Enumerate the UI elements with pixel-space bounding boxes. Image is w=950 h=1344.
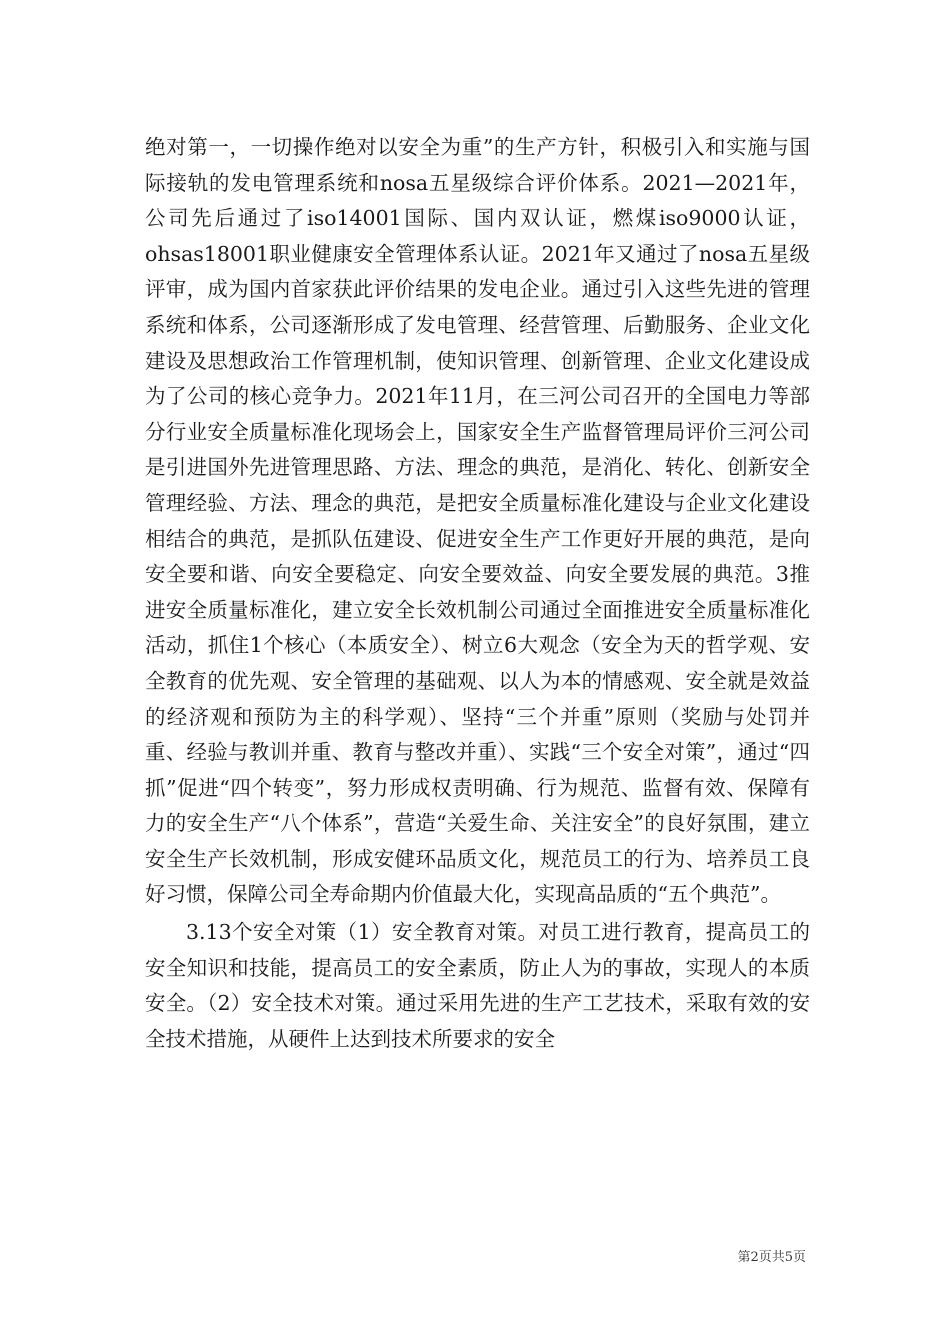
page-number-footer: 第2页共5页: [737, 1250, 806, 1265]
document-body: [145, 130, 810, 1057]
paragraph-2: 3.13个安全对策（1）安全教育对策。对员工进行教育，提高员工的安全知识和技能，提高员工的安全素质，防止人为的事故，实现人的本质安全。（2）安全技术对策。通过采用先进的生产工艺技术，采取有效的安全技术措施，从硬件上达到技术所要求的安全: [145, 920, 810, 1051]
paragraph-1: 绝对第一，一切操作绝对以安全为重”的生产方针，积极引入和实施与国际接轨的发电管理系统和nosa五星级综合评价体系。2021—2021年，公司先后通过了iso14001国际、国内双认证，燃煤iso9000认证，ohsas18001职业健康安全管理体系认证。2021年又通过了nosa五星级评审，成为国内首家获此评价结果的发电企业。通过引入这些先进的管理系统和体系，公司逐渐形成了发电管理、经营管理、后勤服务、企业文化建设及思想政治工作管理机制，使知识管理、创新管理、企业文化建设成为了公司的核心竞争力。2021年11月，在三河公司召开的全国电力等部分行业安全质量标准化现场会上，国家安全生产监督管理局评价三河公司是引进国外先进管理思路、方法、理念的典范，是消化、转化、创新安全管理经验、方法、理念的典范，是把安全质量标准化建设与企业文化建设相结合的典范，是抓队伍建设、促进安全生产工作更好开展的典范，是向安全要和谐、向安全要稳定、向安全要效益、向安全要发展的典范。3推进安全质量标准化，建立安全长效机制公司通过全面推进安全质量标准化活动，抓住1个核心（本质安全）、树立6大观念（安全为天的哲学观、安全教育的优先观、安全管理的基础观、以人为本的情感观、安全就是效益的经济观和预防为主的科学观）、坚持“三个并重”原则（奖励与处罚并重、经验与教训并重、教育与整改并重）、实践“三个安全对策”，通过“四抓”促进“四个转变”，努力形成权责明确、行为规范、监督有效、保障有力的安全生产“八个体系”，营造“关爱生命、关注安全”的良好氛围，建立安全生产长效机制，形成安健环品质文化，规范员工的行为、培养员工良好习惯，保障公司全寿命期内价值最大化，实现高品质的“五个典范”。: [145, 135, 810, 907]
